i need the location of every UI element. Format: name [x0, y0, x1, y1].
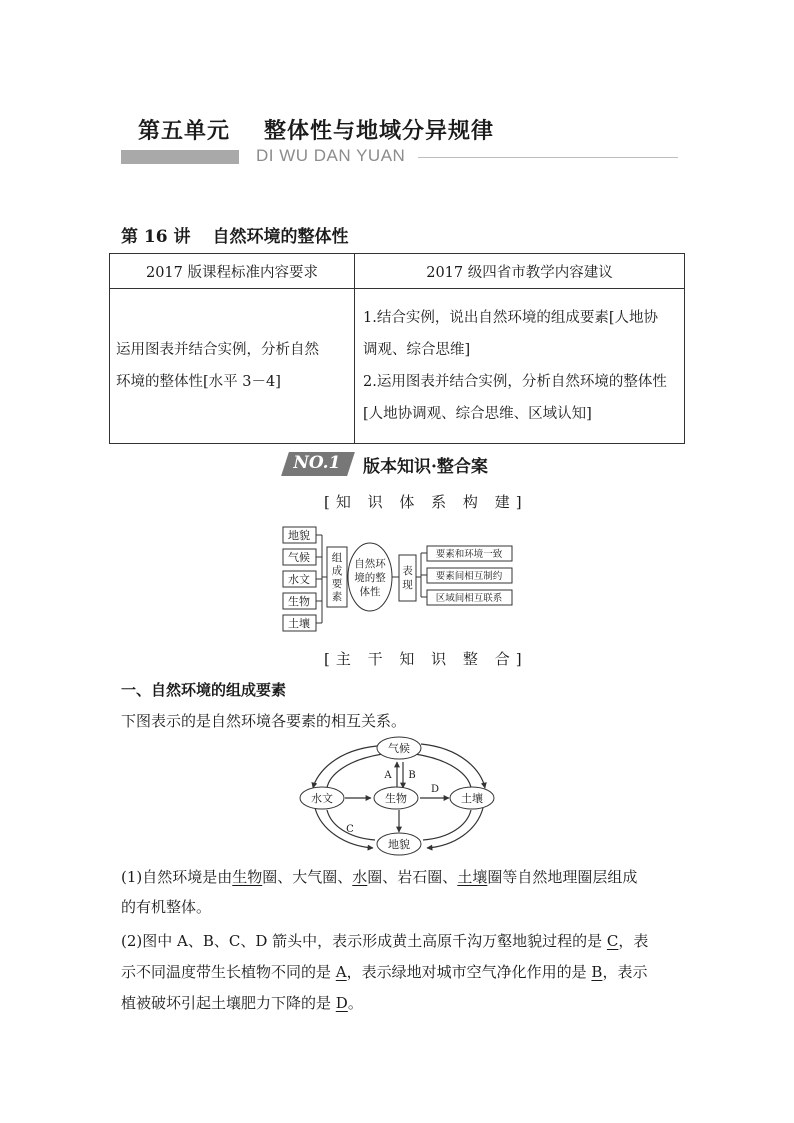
banner-badge: [281, 452, 355, 476]
vertical-char: 表: [402, 565, 413, 577]
q1-text: 圈等自然地理圈层组成: [487, 868, 638, 886]
banner-badge-text: NO.1: [293, 453, 341, 473]
element-label: 气候: [288, 551, 310, 564]
center-label: 体性: [359, 586, 381, 598]
cell-line: 调观、综合思维]: [363, 342, 471, 358]
table-cell-standard: [110, 289, 355, 444]
question-1-line-1: [121, 866, 637, 887]
q2-answer: A: [335, 963, 347, 981]
q2-text: 植被破坏引起土壤肥力下降的是: [121, 994, 336, 1012]
q2-answer: C: [606, 932, 619, 950]
cell-line: [人地协调观、综合思维、区域认知]: [363, 406, 592, 422]
q2-text: ，表: [618, 932, 649, 950]
question-1-line-2: 的有机整体。: [121, 898, 212, 916]
q1-answer: 生物: [232, 868, 263, 886]
q1-answer: 土壤: [457, 868, 488, 886]
show-box: [399, 555, 416, 601]
banner-title: 版本知识·整合案: [363, 457, 488, 477]
q2-text: ，表示: [602, 963, 648, 981]
unit-number: 第五单元: [138, 118, 231, 144]
manifestation-label: 要素和环境一致: [435, 549, 503, 560]
cell-line: 1.结合实例，说出自然环境的组成要素[人地协: [363, 310, 658, 326]
table-row: [110, 289, 685, 444]
section-title: 一、自然环境的组成要素: [121, 681, 287, 699]
node-soil: 土壤: [461, 792, 483, 805]
manifestation-label: 要素间相互制约: [435, 571, 503, 582]
cell-line: 运用图表并结合实例，分析自然: [116, 342, 319, 358]
question-2-line-2: [121, 961, 647, 982]
unit-header-bar: [121, 150, 239, 164]
q1-answer: 水: [352, 868, 368, 886]
q1-text: 圈、岩石圈、: [367, 868, 458, 886]
cell-line: 2.运用图表并结合实例，分析自然环境的整体性: [363, 374, 667, 390]
arrow-label-a: A: [384, 770, 392, 781]
element-label: 地貌: [288, 529, 310, 542]
lecture-name: 自然环境的整体性: [212, 227, 349, 247]
q2-answer: D: [335, 994, 348, 1012]
unit-header-rule: [418, 157, 678, 158]
knowledge-system-heading: [知 识 体 系 构 建]: [324, 493, 528, 511]
center-label: 境的整: [354, 572, 386, 584]
center-label: 自然环: [354, 558, 386, 570]
q2-answer: B: [591, 963, 603, 981]
node-hydrology: 水文: [311, 792, 333, 805]
element-cycle-diagram: [295, 734, 505, 856]
knowledge-system-diagram: [278, 522, 528, 634]
unit-pinyin: DI WU DAN YUAN: [256, 146, 406, 165]
question-2-line-1: [121, 930, 648, 951]
node-climate: 气候: [388, 742, 410, 755]
unit-title: 整体性与地域分异规律: [264, 118, 495, 144]
element-label: 水文: [288, 573, 310, 586]
table-cell-suggestion: [355, 289, 685, 444]
vertical-char: 素: [331, 591, 343, 603]
q2-text: (2)图中 A、B、C、D 箭头中，表示形成黄土高原千沟万壑地貌过程的是: [121, 932, 607, 950]
table-header: 2017 级四省市教学内容建议: [355, 254, 685, 289]
vertical-char: 组: [331, 552, 343, 564]
standards-table: [109, 253, 685, 444]
element-label: 土壤: [288, 617, 310, 630]
element-label: 生物: [288, 595, 310, 608]
section-intro: 下图表示的是自然环境各要素的相互关系。: [121, 712, 407, 730]
q1-text: 圈、大气圈、: [262, 868, 353, 886]
manifestation-label: 区域间相互联系: [435, 593, 503, 604]
lecture-number: 第 16 讲: [121, 227, 191, 247]
q2-text: ，表示绿地对城市空气净化作用的是: [346, 963, 592, 981]
node-biology: 生物: [385, 792, 407, 805]
vertical-char: 要: [331, 578, 343, 590]
unit-header-title: [138, 114, 494, 145]
lecture-title: [121, 222, 349, 247]
arrow-label-b: B: [408, 770, 416, 781]
q1-text: (1)自然环境是由: [121, 868, 233, 886]
vertical-char: 现: [402, 579, 413, 591]
question-2-line-3: [121, 992, 363, 1013]
q2-text: 示不同温度带生长植物不同的是: [121, 963, 336, 981]
table-header: 2017 版课程标准内容要求: [110, 254, 355, 289]
q2-text: 。: [347, 994, 363, 1012]
arrow-label-c: C: [346, 824, 354, 835]
cell-line: 环境的整体性[水平 3－4]: [116, 374, 281, 390]
arrow-label-d: D: [430, 784, 440, 795]
group-label: [332, 552, 343, 603]
main-knowledge-heading: [主 干 知 识 整 合]: [324, 650, 528, 668]
node-landform: 地貌: [388, 838, 410, 851]
table-header-row: [110, 254, 685, 289]
vertical-char: 成: [331, 565, 343, 577]
